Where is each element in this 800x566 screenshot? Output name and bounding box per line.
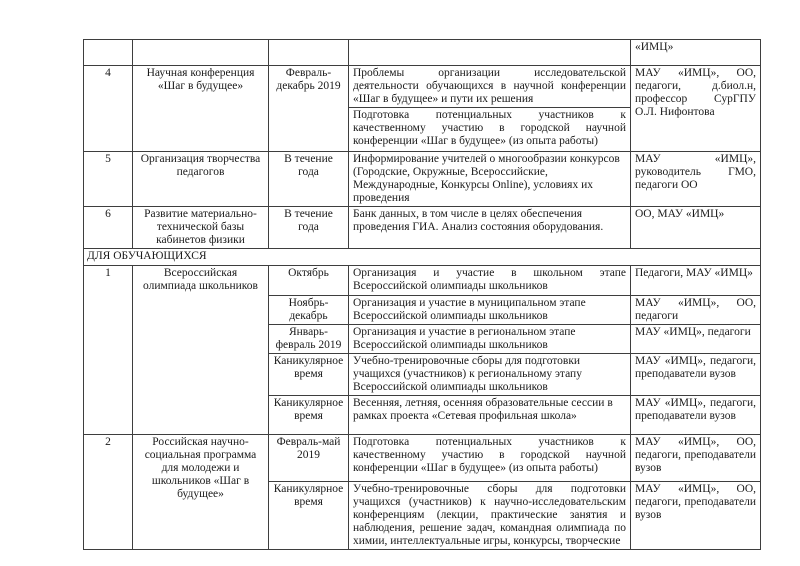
- cell-activity: Организация творчества педагогов: [133, 152, 269, 207]
- cell-activity: Развитие материально-технической базы кабинетов физики: [133, 207, 269, 249]
- cell-num: 4: [84, 66, 133, 152]
- cell-timing: Каникулярное время: [269, 482, 349, 550]
- table-row-1: [84, 266, 761, 296]
- table-row-4: [84, 66, 761, 108]
- cell-content: Проблемы организации исследовательской деятельности обучающихся в научной конференции «Шаг в будущее» и пути их решения: [349, 66, 631, 108]
- cell-num: 5: [84, 152, 133, 207]
- cell-responsible: МАУ «ИМЦ», ОО, педагоги, преподаватели вузов: [631, 482, 761, 550]
- cell-responsible: МАУ «ИМЦ», педагоги: [631, 325, 761, 354]
- cell-timing: Февраль-декабрь 2019: [269, 66, 349, 152]
- cell-content: Учебно-тренировочные сборы для подготовки учащихся (участников) к научно-исследовательским конференциям (лекции, практические занятия и наблюдения, решение задач, командная олимпиада по химии, интеллектуальные игры, конкурсы, творческие: [349, 482, 631, 550]
- cell-responsible: МАУ «ИМЦ», руководитель ГМО, педагоги ОО: [631, 152, 761, 207]
- cell-timing: Каникулярное время: [269, 354, 349, 396]
- cell-num: 2: [84, 435, 133, 550]
- cell-responsible: МАУ «ИМЦ», ОО, педагоги, преподаватели вузов: [631, 435, 761, 482]
- cell-activity: Всероссийская олимпиада школьников: [133, 266, 269, 435]
- table-row-carryover: [84, 40, 761, 66]
- cell-num: 1: [84, 266, 133, 435]
- cell-content: Подготовка потенциальных участников к качественному участию в городской научной конференции «Шаг в будущее» (из опыта работы): [349, 435, 631, 482]
- cell-timing: [269, 40, 349, 66]
- cell-activity: Научная конференция «Шаг в будущее»: [133, 66, 269, 152]
- table-row-5: [84, 152, 761, 207]
- section-header-row: [84, 249, 761, 266]
- cell-content: Организация и участие в школьном этапе Всероссийской олимпиады школьников: [349, 266, 631, 296]
- cell-content: Организация и участие в региональном этапе Всероссийской олимпиады школьников: [349, 325, 631, 354]
- cell-content: [349, 40, 631, 66]
- cell-content: Организация и участие в муниципальном этапе Всероссийской олимпиады школьников: [349, 296, 631, 325]
- table-row-2: [84, 435, 761, 482]
- cell-responsible: Педагоги, МАУ «ИМЦ»: [631, 266, 761, 296]
- cell-activity: Российская научно-социальная программа для молодежи и школьников «Шаг в будущее»: [133, 435, 269, 550]
- cell-responsible: МАУ «ИМЦ», ОО, педагоги, д.биол.н, профессор СурГПУ О.Л. Нифонтова: [631, 66, 761, 152]
- cell-responsible: МАУ «ИМЦ», ОО, педагоги: [631, 296, 761, 325]
- section-header: ДЛЯ ОБУЧАЮЩИХСЯ: [84, 249, 761, 266]
- table-row-6: [84, 207, 761, 249]
- cell-timing: В течение года: [269, 152, 349, 207]
- cell-content: Учебно-тренировочные сборы для подготовки учащихся (участников) к региональному этапу Всероссийской олимпиады школьников: [349, 354, 631, 396]
- cell-timing: Каникулярное время: [269, 396, 349, 435]
- cell-responsible: МАУ «ИМЦ», педагоги, преподаватели вузов: [631, 354, 761, 396]
- cell-timing: Январь-февраль 2019: [269, 325, 349, 354]
- cell-content: Информирование учителей о многообразии конкурсов (Городские, Окружные, Всероссийские, Международные, Конкурсы Online), условиях их проведения: [349, 152, 631, 207]
- cell-timing: Ноябрь-декабрь: [269, 296, 349, 325]
- cell-num: 6: [84, 207, 133, 249]
- cell-timing: Февраль-май 2019: [269, 435, 349, 482]
- cell-content: Банк данных, в том числе в целях обеспечения проведения ГИА. Анализ состояния оборудования.: [349, 207, 631, 249]
- cell-num: [84, 40, 133, 66]
- work-plan-table: [83, 39, 761, 550]
- cell-responsible: «ИМЦ»: [631, 40, 761, 66]
- cell-content: Весенняя, летняя, осенняя образовательные сессии в рамках проекта «Сетевая профильная школа»: [349, 396, 631, 435]
- cell-responsible: МАУ «ИМЦ», педагоги, преподаватели вузов: [631, 396, 761, 435]
- cell-content: Подготовка потенциальных участников к качественному участию в городской научной конференции «Шаг в будущее» (из опыта работы): [349, 108, 631, 152]
- cell-responsible: ОО, МАУ «ИМЦ»: [631, 207, 761, 249]
- cell-timing: Октябрь: [269, 266, 349, 296]
- cell-timing: В течение года: [269, 207, 349, 249]
- cell-activity: [133, 40, 269, 66]
